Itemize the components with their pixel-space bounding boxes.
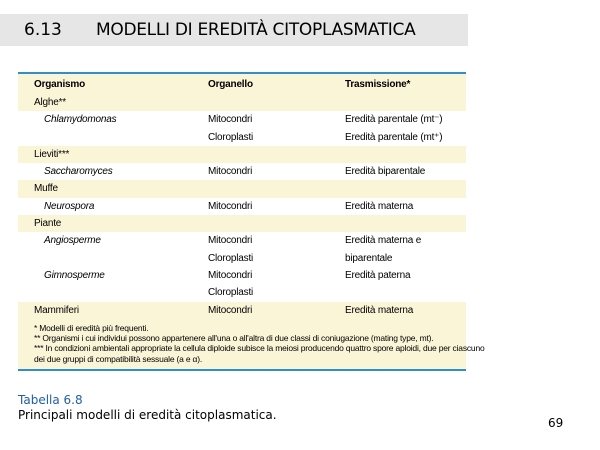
caption-label: Tabella 6.8 xyxy=(18,393,83,407)
table-row xyxy=(18,129,466,146)
table-body xyxy=(18,94,466,319)
note-line: ** Organismi i cui individui possono appartenere all'una o all'altra di due classi di coniugazione (mating type, mt). xyxy=(34,333,434,344)
cell-trasmissione: Eredità paterna xyxy=(345,269,411,281)
table-row xyxy=(18,250,466,267)
table-notes xyxy=(18,319,485,369)
cell-organismo: Gimnosperme xyxy=(44,269,105,281)
cell-organismo: Piante xyxy=(34,218,62,230)
table-group-row xyxy=(18,94,466,111)
cell-trasmissione: Eredità materna xyxy=(345,304,414,316)
header-trasmissione: Trasmissione* xyxy=(345,79,411,90)
cell-organismo: Lieviti*** xyxy=(34,148,70,160)
note-line: * Modelli di eredità più frequenti. xyxy=(34,322,149,333)
table-group-row xyxy=(18,302,466,319)
section-number: 6.13 xyxy=(0,14,92,46)
table-group-row xyxy=(18,146,466,163)
slide-title: MODELLI DI EREDITÀ CITOPLASMATICA xyxy=(92,14,468,46)
cell-organello: Mitocondri xyxy=(208,114,253,126)
cell-organismo: Saccharomyces xyxy=(44,166,113,178)
table-group-row xyxy=(18,215,466,232)
cell-organismo: Alghe** xyxy=(34,97,66,108)
table-row xyxy=(18,111,466,128)
table-row xyxy=(18,163,466,180)
cell-trasmissione: Eredità materna xyxy=(345,200,414,212)
cell-organismo: Mammiferi xyxy=(34,304,79,316)
cell-organismo: Chlamydomonas xyxy=(44,114,117,126)
cell-organismo: Angiosperme xyxy=(44,235,101,247)
cell-organello: Cloroplasti xyxy=(208,252,254,264)
table-bottom-rule xyxy=(18,369,466,371)
cell-trasmissione: biparentale xyxy=(345,252,393,264)
cell-organello: Mitocondri xyxy=(208,200,253,212)
cell-trasmissione: Eredità biparentale xyxy=(345,166,426,178)
table-group-row xyxy=(18,180,466,197)
cell-organello: Cloroplasti xyxy=(208,287,254,299)
table-row xyxy=(18,284,466,301)
cell-organello: Mitocondri xyxy=(208,304,253,316)
cell-organismo: Neurospora xyxy=(44,200,95,212)
header-organello: Organello xyxy=(208,79,253,90)
inheritance-table xyxy=(18,72,485,371)
header-organismo: Organismo xyxy=(34,79,85,90)
cell-organello: Mitocondri xyxy=(208,235,253,247)
page-number: 69 xyxy=(548,416,564,430)
table-row xyxy=(18,232,466,249)
caption-text: Principali modelli di eredità citoplasmatica. xyxy=(18,408,277,422)
cell-organello: Mitocondri xyxy=(208,269,253,281)
table-row xyxy=(18,198,466,215)
cell-organello: Mitocondri xyxy=(208,166,253,178)
cell-trasmissione: Eredità materna e xyxy=(345,235,422,247)
table-caption xyxy=(18,393,277,423)
cell-trasmissione: Eredità parentale (mt⁻) xyxy=(345,114,443,126)
table-header-row xyxy=(18,74,466,94)
note-line: *** In condizioni ambientali appropriate la cellula diploide subisce la meiosi producendo quattro spore aploidi, due per ciascuno xyxy=(34,343,485,354)
table-row xyxy=(18,267,466,284)
cell-trasmissione: Eredità parentale (mt⁺) xyxy=(345,131,443,143)
cell-organismo: Muffe xyxy=(34,183,58,195)
note-line: dei due gruppi di compatibilità sessuale (a e α). xyxy=(34,353,203,364)
cell-organello: Cloroplasti xyxy=(208,131,254,143)
